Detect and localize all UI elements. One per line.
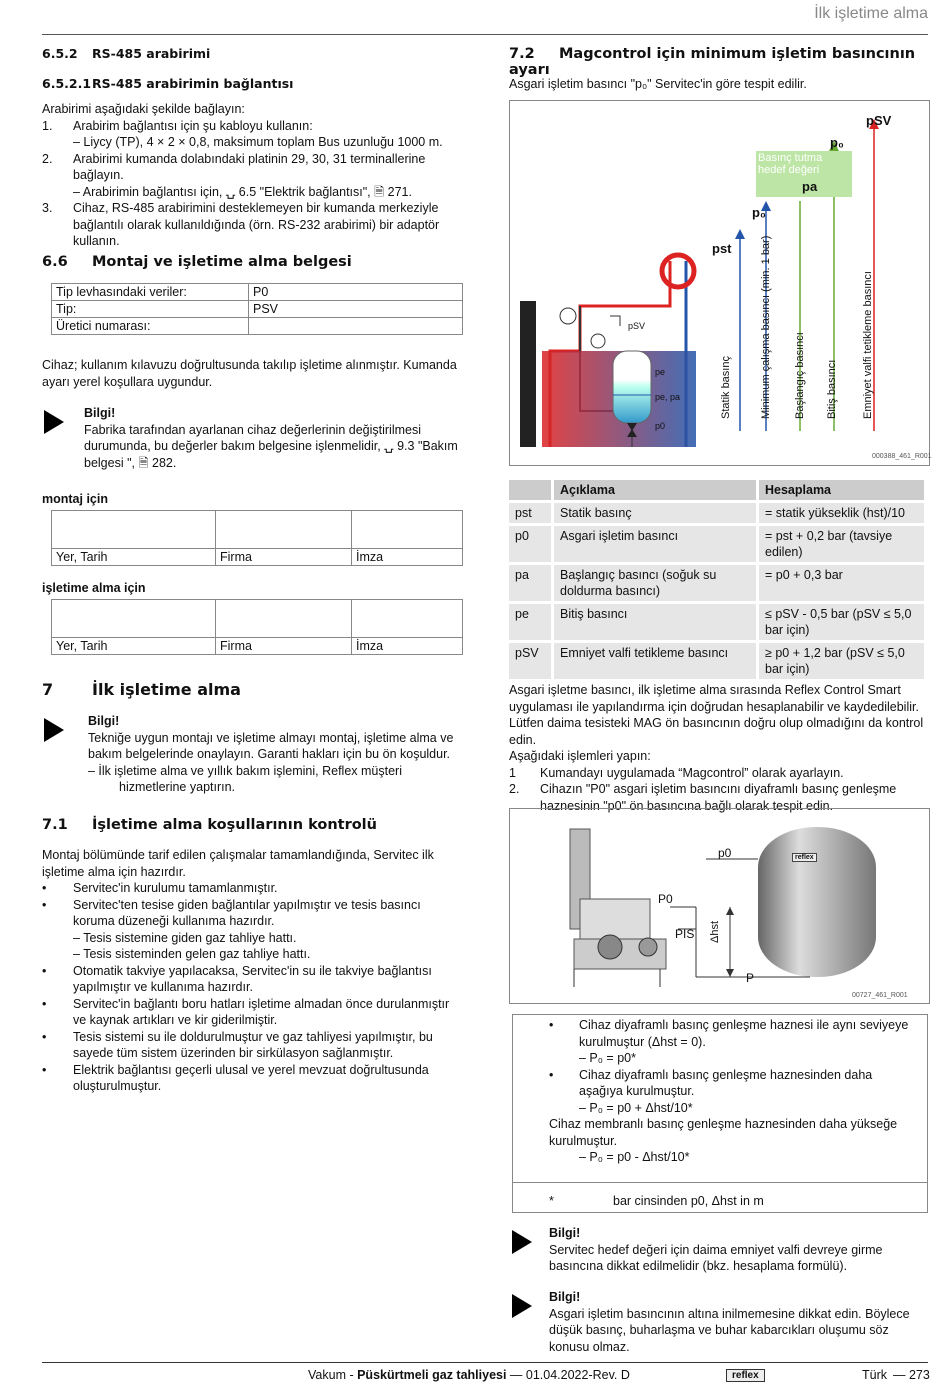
pst-arrow <box>735 229 745 239</box>
footer-doc-title: Vakum - Püskürtmeli gaz tahliyesi — 01.04.2022-Rev. D <box>308 1368 630 1382</box>
pe-small-label: pe <box>655 367 666 377</box>
vlabel-static: Statik basınç <box>720 356 732 419</box>
calculation-table: Açıklama Hesaplama pst Statik basınç = statik yükseklik (hst)/10 p0 Asgari işletim basıncı = pst + 0,2 bar (tavsiye edilen) pa Başlangıç basıncı (soğuk su doldurma basıncı) = p0 + 0,3 bar pe Bitiş basıncı ≤ pSV - 0,5 bar (pSV ≤ 5,0 bar için) pSV Emniyet valfi tetikleme basıncı ≥ p0 + 1,2 bar (pSV ≤ 5,0 bar için) <box>509 480 924 679</box>
info-box-3: Bilgi! Servitec hedef değeri için daima emniyet valfi devreye girme basıncına dikkat edilmelidir (bkz. hesaplama formülü). <box>549 1226 883 1273</box>
p0-label: p₀ <box>752 205 766 220</box>
dh-label: Δhst <box>709 920 721 943</box>
formula-divider <box>513 1182 927 1183</box>
info-arrow-icon <box>44 718 64 742</box>
montaj-label: montaj için <box>42 492 108 506</box>
P-label: P <box>746 971 755 985</box>
nameplate-table: Tip levhasındaki veriler: P0 Tip: PSV Üretici numarası: <box>51 283 463 335</box>
footer-language: Türk <box>862 1368 887 1382</box>
dh-arrow-top <box>726 907 734 915</box>
info-arrow-icon <box>44 410 64 434</box>
psv-top-label: pSV <box>866 113 892 128</box>
s71-body: Montaj bölümünde tarif edilen çalışmalar tamamlandığında, Servitec ilk işletime alma için hazırdır. • Servitec'in kurulumu tamamlanmıştır. • Servitec'ten tesise giden bağlantılar yapılmıştır ve tesis basıncı koruma düzeneği kullanıma hazırdır. – Tesis sistemine giden gaz tahliye hattı. – Tesis sisteminden gelen gaz tahliye hattı. • Otomatik takviye yapılacaksa, Servitec'in su ile takviye bağlantısı yapılmıştır ve kullanıma hazırdır. • Servitec'in bağlantı boru hatları işletime almadan önce durulanmıştır ve kaynak artıkları ve kir giderilmiştir. • Tesis sistemi su ile doldurulmuştur ve gaz tahliyesi yapılmıştır, bu sayede tüm sistem üzerinden bir sirkülasyon sağlanmıştır. • Elektrik bağlantısı geçerli ulusal ve yerel mevzuat doğrultusunda oluşturulmuştur. <box>42 848 450 1093</box>
pe-top-label: p₀ <box>830 135 844 150</box>
section-7-1-heading: 7.1 İşletime alma koşullarının kontrolü <box>42 817 377 833</box>
circulation-loop <box>662 255 694 287</box>
psv-small-label: pSV <box>628 321 646 331</box>
tank-brand-logo: reflex <box>792 853 817 862</box>
info-box-2: Bilgi! Tekniğe uygun montajı ve işletime almayı montaj, işletime alma ve bakım belgelerinde onaylayın. Garanti hakları için bu ön koşuldur. – İlk işletime alma ve yıllık bakım işlemini, Reflex müşteri hizmetlerine yaptırın. <box>88 714 454 794</box>
diagram-code: 000388_461_R001 <box>872 453 932 460</box>
vlabel-start: Başlangıç basıncı <box>794 332 806 419</box>
pa-label: pa <box>802 179 818 194</box>
vlabel-safety: Emniyet valfi tetikleme basıncı <box>862 271 874 419</box>
formula-star: * <box>549 1194 554 1208</box>
info-arrow-icon <box>512 1294 532 1318</box>
section-6-5-2-1-heading: 6.5.2.1RS-485 arabirimin bağlantısı <box>42 76 294 91</box>
expansion-tank <box>758 827 876 977</box>
expansion-vessel <box>613 351 651 423</box>
isletime-label: işletime alma için <box>42 581 146 595</box>
pst-label: pst <box>712 241 732 256</box>
valve-icon <box>610 316 620 326</box>
pump-icon <box>560 308 576 324</box>
rs485-instructions: Arabirimi aşağıdaki şekilde bağlayın: 1. Arabirim bağlantısı için şu kabloyu kullanın: – Liycy (TP), 4 × 2 × 0,8, maksimum toplam Bus uzunluğu 1000 m. 2. Arabirimi kumanda dolabındaki platinin 29, 30, 31 terminallerine bağlayın. – Arabirimin bağlantısı için, ⍽ 6.5 "Elektrik bağlantısı", 🗎 271. 3. Cihaz, RS-485 arabirimini desteklemeyen bir kumanda merkeziyle bağlantılı olarak kullanıldığında (örn. RS-232 arabirimi) bir adaptör kullanın. <box>42 102 443 248</box>
isletime-sign-table: Yer, Tarih Firma İmza <box>51 599 463 655</box>
s66-text: Cihaz; kullanım kılavuzu doğrultusunda takılıp işletime alınmıştır. Kumanda ayarı yerel koşullara uygundur. <box>42 358 457 389</box>
formula-note: bar cinsinden p0, Δhst in m <box>613 1194 764 1208</box>
info-arrow-icon <box>512 1230 532 1254</box>
s72-intro: Asgari işletim basıncı "p₀" Servitec'in göre tespit edilir. <box>509 77 807 91</box>
info-box-4: Bilgi! Asgari işletim basıncının altına inilmemesine dikkat edin. Böylece düşük basınç, buharlaşma ve buhar kabarcıkları oluşumu söz konusu olmaz. <box>549 1290 910 1354</box>
vessel-diagram <box>509 808 930 1004</box>
device-panel <box>580 899 650 939</box>
pressure-diagram <box>509 100 930 466</box>
pepa-small-label: pe, pa <box>655 392 681 402</box>
diagram2-code: 00727_461_R001 <box>852 992 908 999</box>
vessel-diagram-svg <box>510 809 929 1003</box>
p0-small-label: p0 <box>655 421 666 431</box>
header-divider <box>42 34 928 35</box>
section-6-6-heading: 6.6 Montaj ve işletime alma belgesi <box>42 254 352 270</box>
dh-arrow-bottom <box>726 969 734 977</box>
section-7-2-heading: 7.2 Magcontrol için minimum işletim basıncının ayarı <box>509 46 916 78</box>
footer-logo: reflex <box>726 1367 765 1382</box>
formula-list: • Cihaz diyaframlı basınç genleşme haznesi ile aynı seviyeye kurulmuştur (Δhst = 0). – P₀ = p0* • Cihaz diyaframlı basınç genleşme haznesinden daha aşağıya kurulmuştur. – P₀ = p0 + Δhst/10* Cihaz membranlı basınç genleşme haznesinden daha yükseğe kurulmuştur. – P₀ = p0 - Δhst/10* <box>549 1018 909 1164</box>
section-7-heading: 7 İlk işletime alma <box>42 680 241 699</box>
pis-label: PIS <box>675 927 695 941</box>
formula-box <box>512 1014 928 1213</box>
formula-box-top-border <box>513 1014 927 1015</box>
vlabel-end: Bitiş basıncı <box>826 359 838 419</box>
footer-divider <box>42 1362 928 1363</box>
P0-label: P0 <box>658 892 673 906</box>
pipe-dark <box>520 301 536 447</box>
s72-text: Asgari işletme basıncı, ilk işletime alma sırasında Reflex Control Smart uygulaması ile yapılandırma için doğrudan hesaplanabilir ve kaydedilebilir. Lütfen daima tesisteki MAG ön basıncının doğru olup olmadığını da kontrol edin. Aşağıdaki işlemleri yapın: 1 Kumandayı uygulamada “Magcontrol” olarak ayarlayın. 2. Cihazın "P0" asgari işletim basıncını diyaframlı basınç genleşme haznesinin "p0" ön basıncına bağlı olarak tespit edin. <box>509 683 924 813</box>
montaj-sign-table: Yer, Tarih Firma İmza <box>51 510 463 566</box>
info-box-1: Bilgi! Fabrika tarafından ayarlanan cihaz değerlerinin değiştirilmesi durumunda, bu değerler bakım belgesine işlenmelidir, ⍽ 9.3 "Bakım belgesi ", 🗎 282. <box>84 406 458 470</box>
p0-small: p0 <box>718 846 732 860</box>
section-6-5-2-heading: 6.5.2 RS-485 arabirimi <box>42 46 211 61</box>
header-title: İlk işletime alma <box>814 5 928 22</box>
target-box-label: Basınç tutma hedef değeri <box>758 152 823 176</box>
device-motor <box>639 938 657 956</box>
footer-page-number: — 273 <box>893 1368 930 1382</box>
device-pump <box>598 935 622 959</box>
vlabel-min: Minimum çalışma basıncı (min. 1 bar) <box>760 235 772 419</box>
gauge-icon <box>591 334 605 348</box>
